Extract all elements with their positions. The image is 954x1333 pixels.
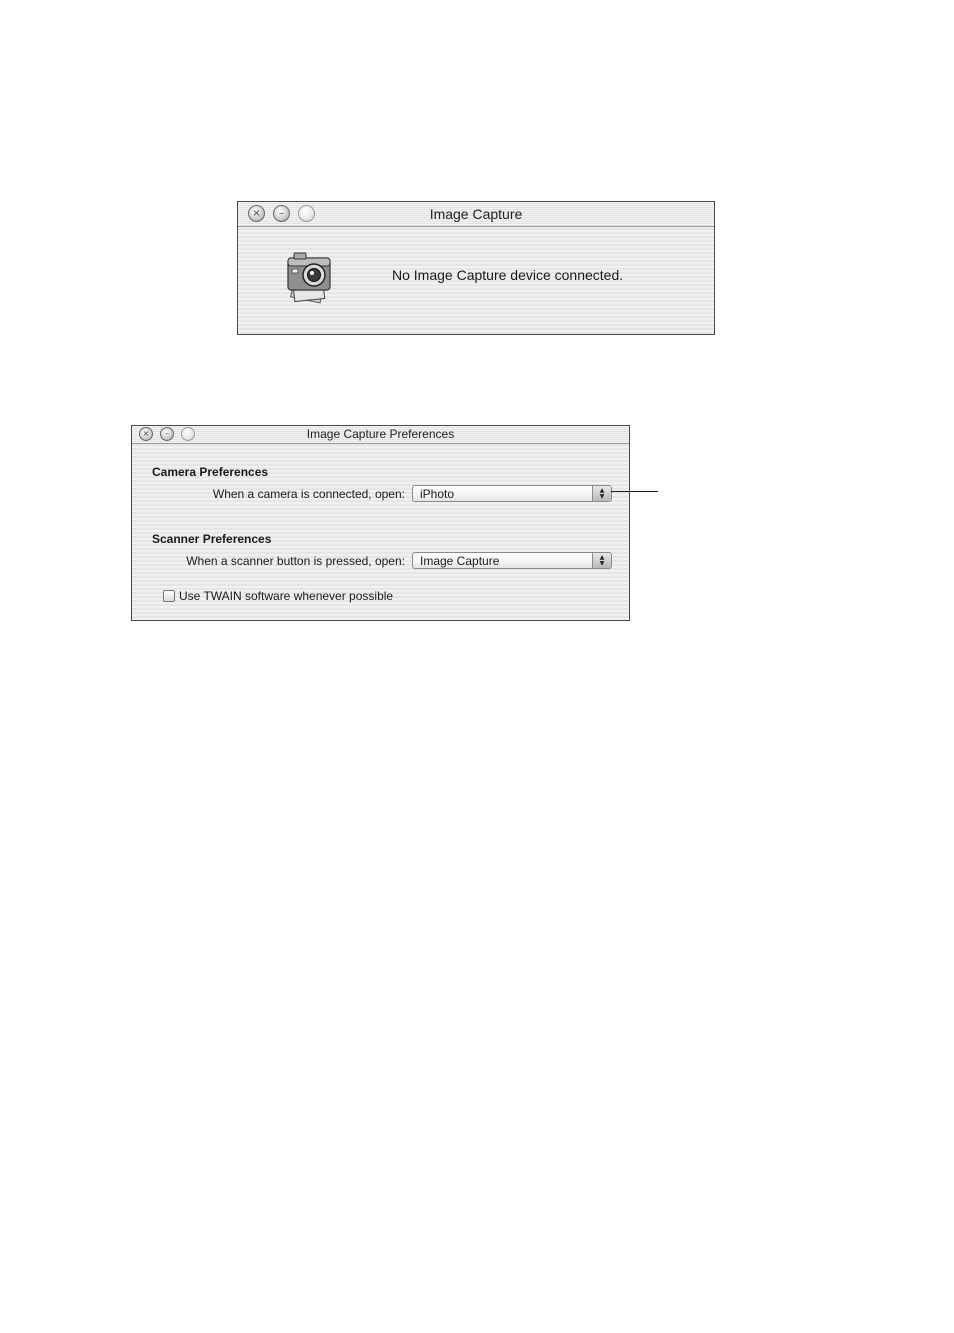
scanner-app-popup[interactable] bbox=[412, 552, 612, 569]
window-title: Image Capture Preferences bbox=[306, 427, 455, 441]
minimize-icon[interactable]: – bbox=[160, 427, 174, 441]
camera-app-popup[interactable] bbox=[412, 485, 612, 502]
window-title: Image Capture bbox=[429, 206, 523, 222]
popup-arrows-icon: ▲ ▼ bbox=[592, 553, 611, 568]
close-icon[interactable]: × bbox=[139, 427, 153, 441]
camera-preferences-heading: Camera Preferences bbox=[152, 465, 269, 479]
twain-checkbox-label[interactable]: Use TWAIN software whenever possible bbox=[179, 589, 394, 603]
camera-icon bbox=[284, 248, 336, 304]
scanner-preferences-heading: Scanner Preferences bbox=[152, 532, 272, 546]
title-bar[interactable] bbox=[132, 426, 629, 444]
camera-connected-label: When a camera is connected, open: bbox=[212, 487, 405, 501]
title-bar[interactable] bbox=[238, 202, 714, 227]
popup-arrows-icon: ▲ ▼ bbox=[592, 486, 611, 501]
scanner-button-label: When a scanner button is pressed, open: bbox=[186, 554, 405, 568]
preferences-window bbox=[131, 425, 630, 621]
twain-checkbox[interactable] bbox=[163, 590, 175, 602]
scanner-app-value: Image Capture bbox=[420, 554, 500, 568]
image-capture-window bbox=[237, 201, 715, 335]
callout-line bbox=[611, 491, 658, 492]
camera-app-value: iPhoto bbox=[420, 487, 455, 501]
status-message: No Image Capture device connected. bbox=[392, 267, 624, 283]
close-icon[interactable]: × bbox=[248, 205, 265, 222]
minimize-icon[interactable]: – bbox=[273, 205, 290, 222]
